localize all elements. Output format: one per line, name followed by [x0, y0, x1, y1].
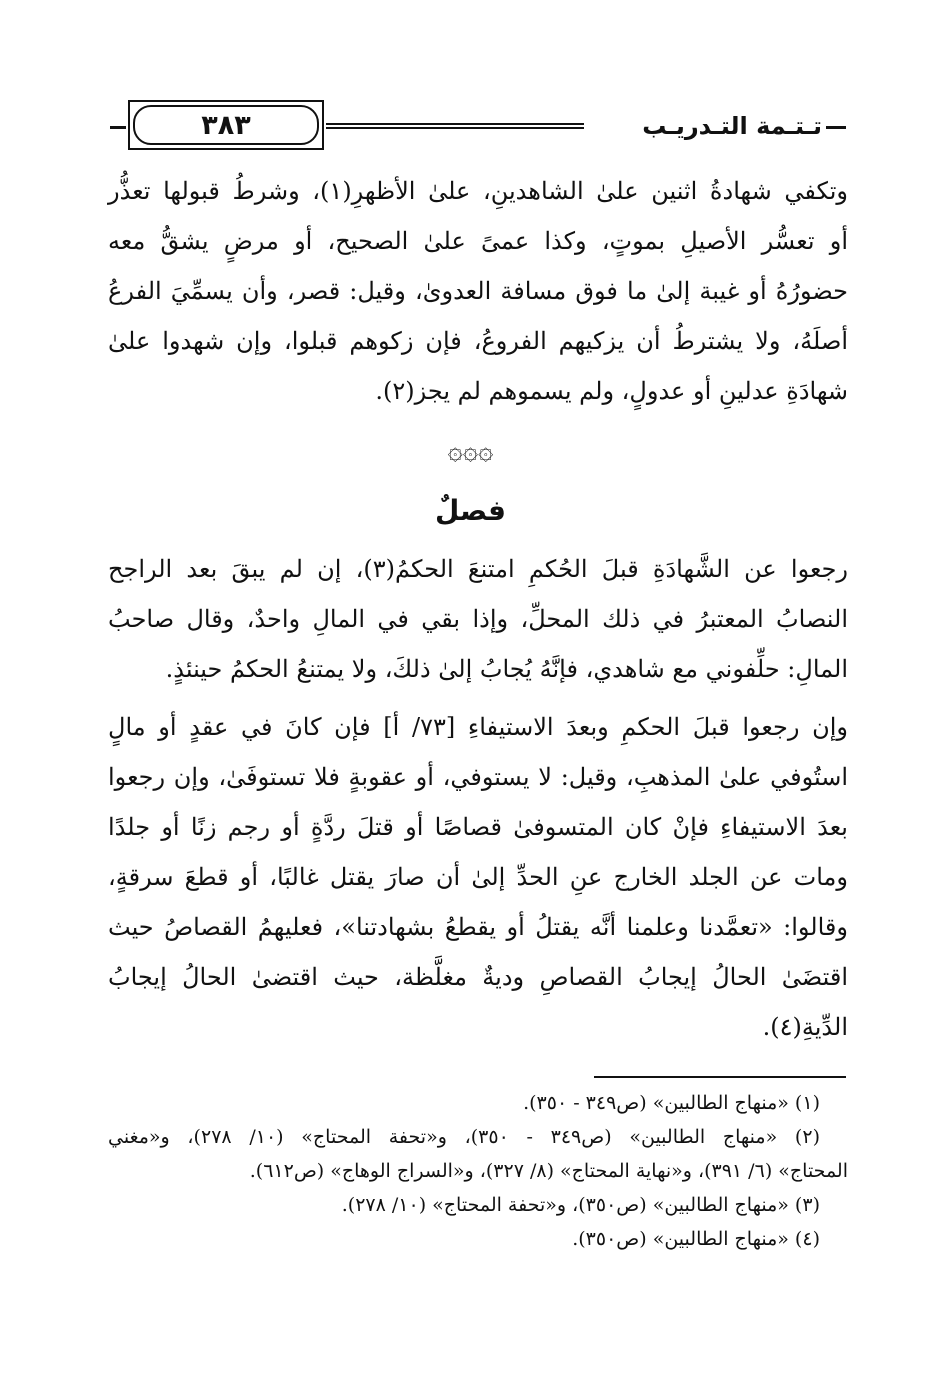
header-rule-double: [326, 123, 584, 129]
paragraph-witness-testimony: [108, 166, 848, 416]
star-ornament-divider: ۞۞۞: [447, 436, 494, 466]
footnote-separator: [594, 1076, 846, 1078]
text-line: اقتضَىٰ الحالُ إيجابُ القصاصِ وديةٌ مغلَّظة، حيث اقتضىٰ الحالُ إيجابُ: [108, 963, 848, 991]
text-line: أو تعسُّر الأصيلِ بموتٍ، وكذا عمىً علىٰ الصحيح، أو مرضٍ يشقُّ معه: [108, 227, 848, 255]
footnote-2: (٢) «منهاج الطالبين» (ص٣٤٩ - ٣٥٠)، و«تحفة المحتاج» (١٠/ ٢٧٨)، و«مغني: [108, 1126, 820, 1148]
text-line: ومات عن الجلد الخارج عنِ الحدِّ إلىٰ أن صارَ يقتل غالبًا، أو قطعَ سرقةٍ،: [108, 863, 848, 891]
footnote-2-continued: المحتاج» (٦/ ٣٩١)، و«نهاية المحتاج» (٨/ ٣٢٧)، و«السراج الوهاج» (ص٦١٢).: [249, 1160, 848, 1182]
text-line: وتكفي شهادةُ اثنين علىٰ الشاهدينِ، علىٰ الأظهرِ(١)، وشرطُ قبولها تعذُّر: [108, 177, 848, 205]
footnote-1: (١) «منهاج الطالبين» (ص٣٤٩ - ٣٥٠).: [523, 1092, 820, 1114]
text-line: الدِّيةِ(٤).: [762, 1013, 848, 1041]
paragraph-retraction-before-judgment: [108, 544, 848, 694]
text-line: رجعوا عن الشَّهادَةِ قبلَ الحُكمِ امتنعَ الحكمُ(٣)، إن لم يبقَ بعد الراجح: [108, 555, 848, 583]
text-line: حضورُهُ أو غيبة إلىٰ ما فوق مسافة العدوىٰ، وقيل: قصر، وأن يسمِّيَ الفرعُ: [108, 277, 848, 305]
text-line: النصابُ المعتبرُ في ذلك المحلِّ، وإذا بقي في المالِ واحدٌ، وقال صاحبُ: [108, 605, 848, 633]
footnotes: [108, 1086, 848, 1256]
text-line: استُوفي علىٰ المذهبِ، وقيل: لا يستوفي، أو عقوبةٍ فلا تستوفَىٰ، وإن رجعوا: [108, 763, 848, 791]
running-title: تـتـمة التـدريـب: [642, 112, 822, 140]
text-line: وإن رجعوا قبلَ الحكمِ وبعدَ الاستيفاءِ [٧٣/ أ] فإن كانَ في عقدٍ أو مالٍ: [108, 713, 848, 741]
text-line: شهادَةِ عدلينِ أو عدولٍ، ولم يسموهم لم يجز(٢).: [375, 377, 848, 405]
header-rule-left: [110, 126, 126, 129]
footnote-3: (٣) «منهاج الطالبين» (ص٣٥٠)، و«تحفة المحتاج» (١٠/ ٢٧٨).: [341, 1194, 820, 1216]
text-line: وقالوا: «تعمَّدنا وعلمنا أنَّه يقتلُ أو يقطعُ بشهادتنا»، فعليهمُ القصاصُ حيث: [108, 913, 848, 941]
page-number-frame: [128, 100, 324, 150]
page-header: [110, 96, 846, 160]
header-rule-right: [826, 126, 846, 129]
paragraph-retraction-after-fulfillment: [108, 702, 848, 1052]
section-title: فصلٌ: [435, 494, 506, 527]
text-line: المالِ: حلِّفوني مع شاهدي، فإنَّهُ يُجابُ إلىٰ ذلكَ، ولا يمتنعُ الحكمُ حينئذٍ.: [165, 655, 848, 683]
text-line: أصلَهُ، ولا يشترطُ أن يزكيهم الفروعُ، فإن زكوهم قبلوا، وإن شهدوا علىٰ: [108, 327, 848, 355]
footnote-4: (٤) «منهاج الطالبين» (ص٣٥٠).: [572, 1228, 820, 1250]
text-line: بعدَ الاستيفاءِ فإنْ كان المتسوفىٰ قصاصًا أو قتلَ ردَّةٍ أو رجم زنًا أو جلدًا: [108, 813, 848, 841]
page-number: ٣٨٣: [133, 105, 319, 145]
